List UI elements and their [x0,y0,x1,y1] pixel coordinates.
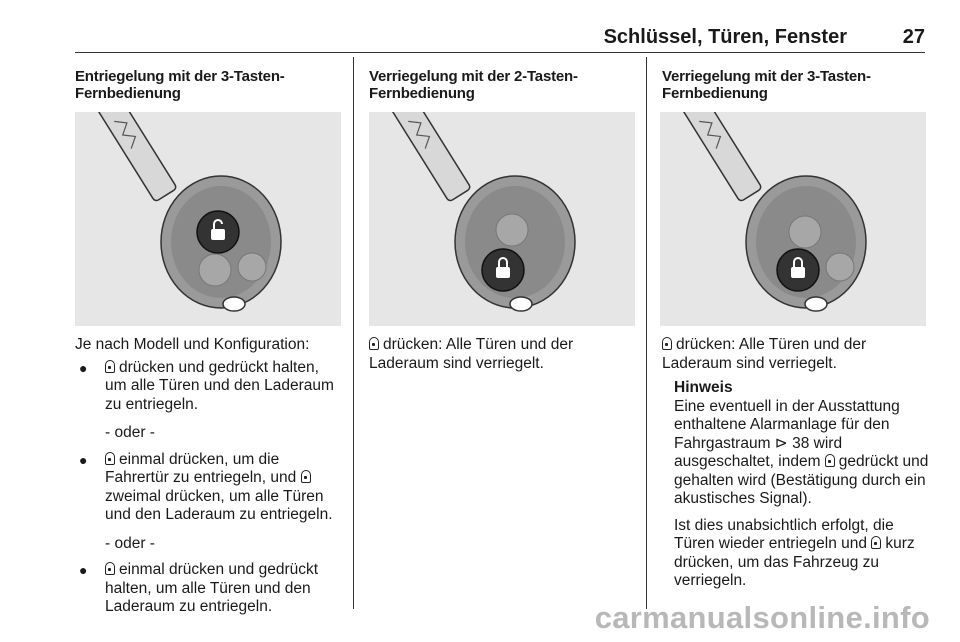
col2-body [369,336,637,373]
col1-bullet-list [75,359,343,415]
column-divider [353,57,354,609]
list-item: ● einmal drücken und gedrückt halten, um alle Türen und den Laderaum zu entriegeln. [75,561,343,617]
watermark: carmanualsonline.info [594,600,930,635]
or-separator: - oder - [105,534,155,552]
col1-body [75,336,343,617]
col2-heading [369,68,635,102]
key-2-button-lock-illustration [369,112,635,326]
col1-title: Entriegelung mit der 3-Tasten-Fernbedienung [75,68,285,102]
list-item: ● einmal drücken, um die Fahrertür zu entriegeln, und zweimal drücken, um alle Türen und den Laderaum zu entriegeln. [75,451,343,525]
page-reference-arrow-icon: ⊳ [774,434,788,452]
page-header [75,26,925,50]
or-separator: - oder - [105,424,155,441]
unlock-icon [105,360,115,373]
note-title: Hinweis [674,379,733,396]
lock-icon [369,337,379,350]
lock-icon [825,454,835,467]
note-paragraph: Eine eventuell in der Ausstattung enthaltene Alarmanlage für den Fahrgastraum ⊳ 38 wird ausgeschaltet, indem gedrückt und gehalten wird (Bestätigung durch ein akustisches Signal). [674,397,929,507]
col1-heading [75,68,341,102]
hinweis-note [662,379,930,591]
unlock-icon [105,452,115,465]
unlock-icon [301,470,311,483]
col1-bullet-list [75,561,343,617]
col2-text: drücken: Alle Türen und der Laderaum sind verriegelt. [369,336,574,372]
lock-icon [662,337,672,350]
header-rule [75,52,925,53]
list-item: ● drücken und gedrückt halten, um alle Türen und den Laderaum zu entriegeln. [75,359,343,415]
key-3-button-unlock-illustration [75,112,341,326]
column-divider [646,57,647,609]
lock-icon [871,536,881,549]
col3-heading [662,68,928,102]
page-reference[interactable]: 38 [792,434,810,452]
page-number: 27 [902,26,925,48]
note-paragraph: Ist dies unabsichtlich erfolgt, die Türen wieder entriegeln und kurz drücken, um das Fahrzeug zu verriegeln. [674,516,915,589]
unlock-icon [105,562,115,575]
col2-title: Verriegelung mit der 2-Tasten-Fernbedienung [369,68,578,102]
col1-intro: Je nach Modell und Konfiguration: [75,336,310,353]
key-3-button-lock-illustration [660,112,926,326]
col1-bullet-list [75,451,343,525]
col3-text: drücken: Alle Türen und der Laderaum sind verriegelt. [662,336,867,372]
col3-body [662,336,930,599]
section-title: Schlüssel, Türen, Fenster [603,26,847,48]
col3-title: Verriegelung mit der 3-Tasten-Fernbedienung [662,68,871,102]
